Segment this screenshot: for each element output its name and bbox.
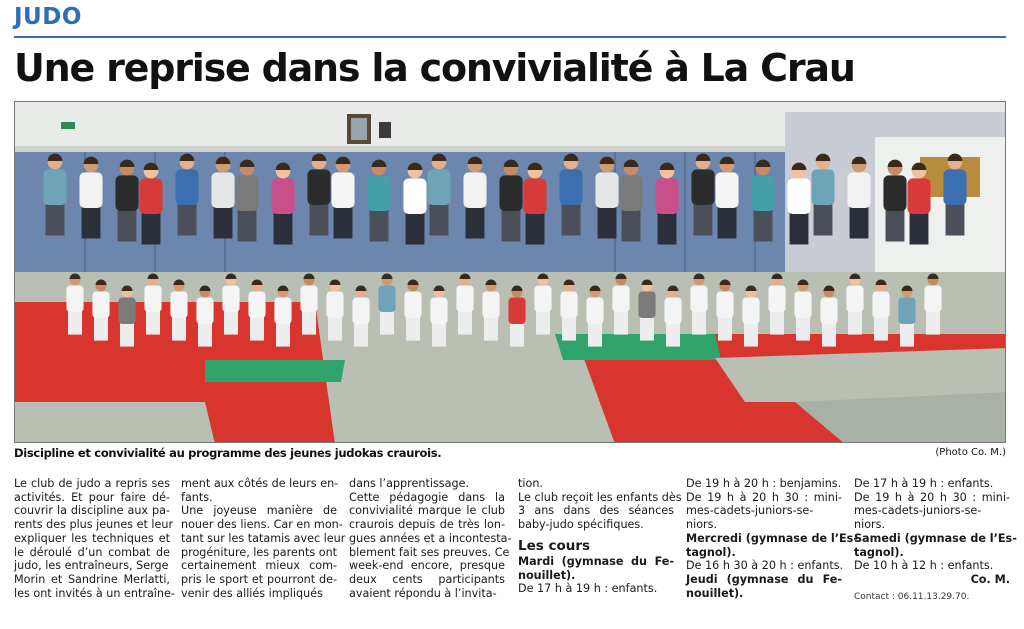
article-column-2 [181, 477, 346, 600]
article-line: blement fait ses preuves. Ce [349, 545, 510, 559]
article-line: activités. Et pour faire dé- [14, 490, 170, 504]
article-line: Le club de judo a repris ses [14, 477, 170, 490]
article-line: tagnol). [854, 545, 904, 559]
article-headline: Une reprise dans la convivialité à La Crau [14, 46, 855, 90]
article-line: craurois depuis de très lon- [349, 518, 505, 532]
article-line: nouer des liens. Car en mon- [181, 518, 343, 532]
article-line: 3 ans dans des séances [518, 504, 674, 518]
article-line: niors. [686, 518, 718, 532]
article-line: mes-cadets-juniors-se- [854, 504, 982, 518]
article-line: tagnol). [686, 545, 736, 559]
article-line: Mercredi (gymnase de l’Es- [686, 531, 858, 545]
article-line: week-end encore, presque [349, 559, 505, 573]
article-column-5 [686, 477, 858, 600]
article-line: Morin et Sandrine Merlatti, [14, 572, 170, 586]
article-line: De 16 h 30 à 20 h : enfants. [686, 559, 844, 573]
article-line: fants. [181, 490, 213, 504]
article-line: De 19 h à 20 h 30 : mini- [854, 490, 1010, 504]
article-line: niors. [854, 518, 886, 532]
article-line: Cette pédagogie dans la [349, 490, 505, 504]
article-line: deux cents participants [349, 572, 505, 586]
article-line: Jeudi (gymnase du Fe- [686, 572, 842, 586]
photo-credit: (Photo Co. M.) [935, 447, 1006, 458]
article-line: De 10 h à 12 h : enfants. [854, 559, 994, 573]
article-line: De 19 h à 20 h : benjamins. [686, 477, 842, 490]
article-line: ment aux côtés de leurs en- [181, 477, 339, 490]
group-photo [14, 101, 1006, 443]
article-line: couvrir la discipline aux pa- [14, 504, 170, 518]
article-line: Mardi (gymnase du Fe- [518, 554, 674, 568]
article-line: baby-judo spécifiques. [518, 518, 644, 532]
article-line: gues années et a incontesta- [349, 531, 512, 545]
article-line: tant sur les tatamis avec leur [181, 531, 346, 545]
contact-line: Contact : 06.11.13.29.70. [854, 591, 970, 602]
article-line: tion. [518, 477, 543, 490]
photo-caption: Discipline et convivialité au programme des jeunes judokas craurois. [14, 446, 442, 460]
section-rubric: JUDO [14, 4, 82, 30]
article-line: certainement mieux com- [181, 559, 337, 573]
article-column-6 [854, 477, 1017, 604]
article-line: pris le sport et pourront de- [181, 572, 337, 586]
article-line: De 17 h à 19 h : enfants. [518, 582, 658, 596]
article-line: avaient répondu à l’invita- [349, 586, 497, 600]
author-signature: Co. M. [970, 572, 1010, 586]
article-line: venir des alliés impliqués [181, 586, 323, 600]
courses-heading: Les cours [518, 537, 591, 554]
article-line: convivialité marque le club [349, 504, 505, 518]
section-rule [14, 36, 1006, 38]
article-line: le déroulé d’un combat de [14, 545, 170, 559]
article-line: les ont invités à un entraîne- [14, 586, 175, 600]
article-line: nouillet). [686, 586, 744, 600]
article-line: De 19 h à 20 h 30 : mini- [686, 490, 842, 504]
article-line: dans l’apprentissage. [349, 477, 470, 490]
article-column-1 [14, 477, 175, 600]
article-line: expliquer les techniques et [14, 531, 170, 545]
article-column-3 [349, 477, 512, 600]
article-column-4 [518, 477, 682, 596]
article-line: nouillet). [518, 568, 576, 582]
article-line: mes-cadets-juniors-se- [686, 504, 814, 518]
article-line: rents des plus jeunes et leur [14, 518, 174, 532]
article-line: De 17 h à 19 h : enfants. [854, 477, 994, 490]
article-line: judo, les entraîneurs, Serge [14, 559, 169, 573]
article-line: Une joyeuse manière de [181, 504, 337, 518]
article-line: Le club reçoit les enfants dès [518, 490, 682, 504]
article-line: progéniture, les parents ont [181, 545, 338, 559]
article-line: Samedi (gymnase de l’Es- [854, 531, 1017, 545]
